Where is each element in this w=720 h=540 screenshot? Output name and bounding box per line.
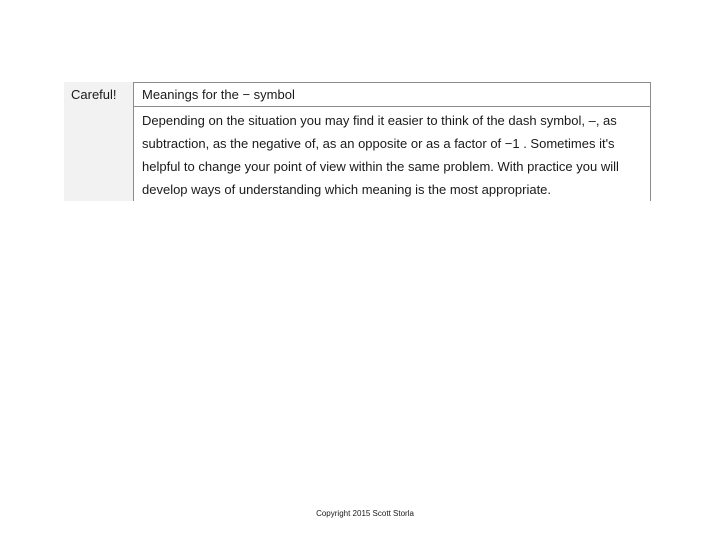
note-body-line: develop ways of understanding which meaning is the most appropriate.: [142, 182, 552, 197]
note-heading: Meanings for the − symbol: [142, 87, 295, 102]
note-label-column: [64, 82, 134, 201]
note-body-line: helpful to change your point of view within the same problem. With practice you will: [142, 159, 619, 174]
note-label: Careful!: [71, 87, 117, 102]
note-body: [142, 109, 642, 201]
note-content-column: [134, 82, 651, 201]
note-heading-row: [134, 83, 650, 107]
copyright-footer: Copyright 2015 Scott Storla: [316, 509, 414, 518]
note-body-line: subtraction, as the negative of, as an opposite or as a factor of −1 . Sometimes it's: [142, 136, 615, 151]
careful-note-box: [64, 82, 651, 201]
note-body-line: Depending on the situation you may find it easier to think of the dash symbol, –, as: [142, 113, 617, 128]
